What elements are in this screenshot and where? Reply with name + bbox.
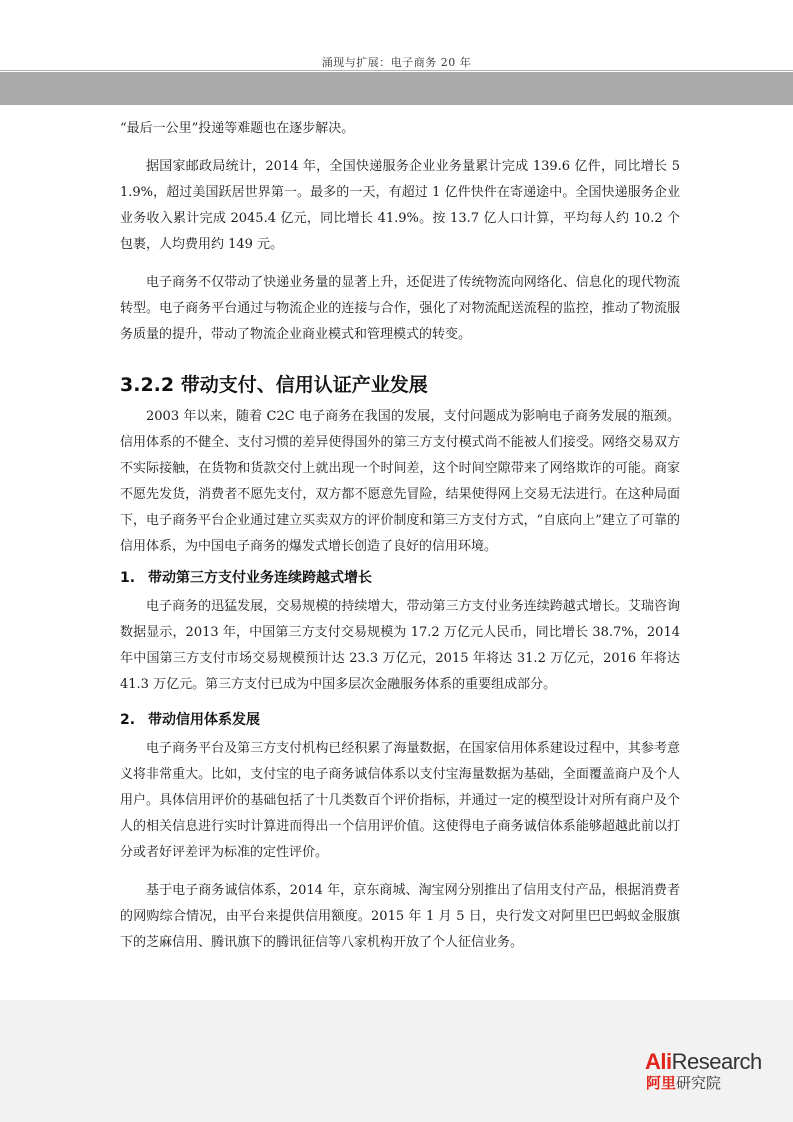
running-header-title: 涌现与扩展：电子商务 20 年: [321, 56, 472, 69]
page-body: [120, 116, 680, 956]
aliresearch-logo: [645, 1050, 780, 1096]
logo-cn-ali: 阿里: [646, 1074, 677, 1092]
paragraph-credit-products: 基于电子商务诚信体系，2014 年，京东商城、淘宝网分别推出了信用支付产品，根据消费者的网购综合情况，由平台来提供信用额度。2015 年 1 月 5 日，央行发文对阿里巴巴蚂蚁金服旗下的芝麻信用、腾讯旗下的腾讯征信等八家机构开放了个人征信业务。: [120, 883, 680, 950]
sub-heading-third-party-payment: [120, 564, 680, 592]
paragraph-last-mile: “最后一公里”投递等难题也在逐步解决。: [120, 121, 355, 136]
paragraph-third-party-payment-growth: 电子商务的迅猛发展，交易规模的持续增大，带动第三方支付业务连续跨越式增长。艾瑞咨询数据显示，2013 年，中国第三方支付交易规模为 17.2 万亿元人民币，同比增长 38.7%，2014 年中国第三方支付市场交易规模预计达 23.3 万亿元，2015 年将达 31.2 万亿元，2016 年将达 41.3 万亿元。第三方支付已成为中国多层次金融服务体系的重要组成部分。: [120, 599, 680, 692]
header-band: [0, 72, 793, 105]
logo-ali-text: Ali: [645, 1049, 672, 1074]
paragraph-credit-data: 电子商务平台及第三方支付机构已经积累了海量数据，在国家信用体系建设过程中，其参考意义将非常重大。比如，支付宝的电子商务诚信体系以支付宝海量数据为基础，全面覆盖商户及个人用户。具体信用评价的基础包括了十几类数百个评价指标，并通过一定的模型设计对所有商户及个人的相关信息进行实时计算进而得出一个信用评价值。这使得电子商务诚信体系能够超越此前以打分或者好评差评为标准的定性评价。: [120, 741, 680, 860]
logo-cn-institute: 研究院: [676, 1074, 722, 1092]
sub-heading-text: 带动信用体系发展: [148, 712, 260, 728]
logo-chinese-name: [646, 1074, 721, 1092]
logo-wordmark: [645, 1050, 762, 1074]
paragraph-payment-credit: 2003 年以来，随着 C2C 电子商务在我国的发展，支付问题成为影响电子商务发展的瓶颈。信用体系的不健全、支付习惯的差异使得国外的第三方支付模式尚不能被人们接受。网络交易双方不实际接触，在货物和货款交付上就出现一个时间差，这个时间空隙带来了网络欺诈的可能。商家不愿先发货，消费者不愿先支付，双方都不愿意先冒险，结果使得网上交易无法进行。在这种局面下，电子商务平台企业通过建立买卖双方的评价制度和第三方支付方式，“自底向上”建立了可靠的信用体系，为中国电子商务的爆发式增长创造了良好的信用环境。: [120, 409, 680, 554]
paragraph-express-stats: 据国家邮政局统计，2014 年，全国快递服务企业业务量累计完成 139.6 亿件，同比增长 51.9%，超过美国跃居世界第一。最多的一天，有超过 1 亿件快件在寄递途中。全国快递服务企业业务收入累计完成 2045.4 亿元，同比增长 41.9%。按 13.7 亿人口计算，平均每人约 10.2 个包裹，人均费用约 149 元。: [120, 159, 680, 252]
sub-heading-number: 1.: [120, 570, 136, 586]
section-heading-3-2-2: 3.2.2 带动支付、信用认证产业发展: [120, 374, 428, 396]
sub-heading-text: 带动第三方支付业务连续跨越式增长: [148, 570, 372, 586]
paragraph-logistics-transformation: 电子商务不仅带动了快递业务量的显著上升，还促进了传统物流向网络化、信息化的现代物流转型。电子商务平台通过与物流企业的连接与合作，强化了对物流配送流程的监控，推动了物流服务质量的提升，带动了物流企业商业模式和管理模式的转变。: [120, 275, 680, 342]
sub-heading-credit-system: [120, 706, 680, 734]
header-divider: [0, 70, 793, 71]
sub-heading-number: 2.: [120, 712, 136, 728]
logo-research-text: Research: [671, 1049, 762, 1074]
